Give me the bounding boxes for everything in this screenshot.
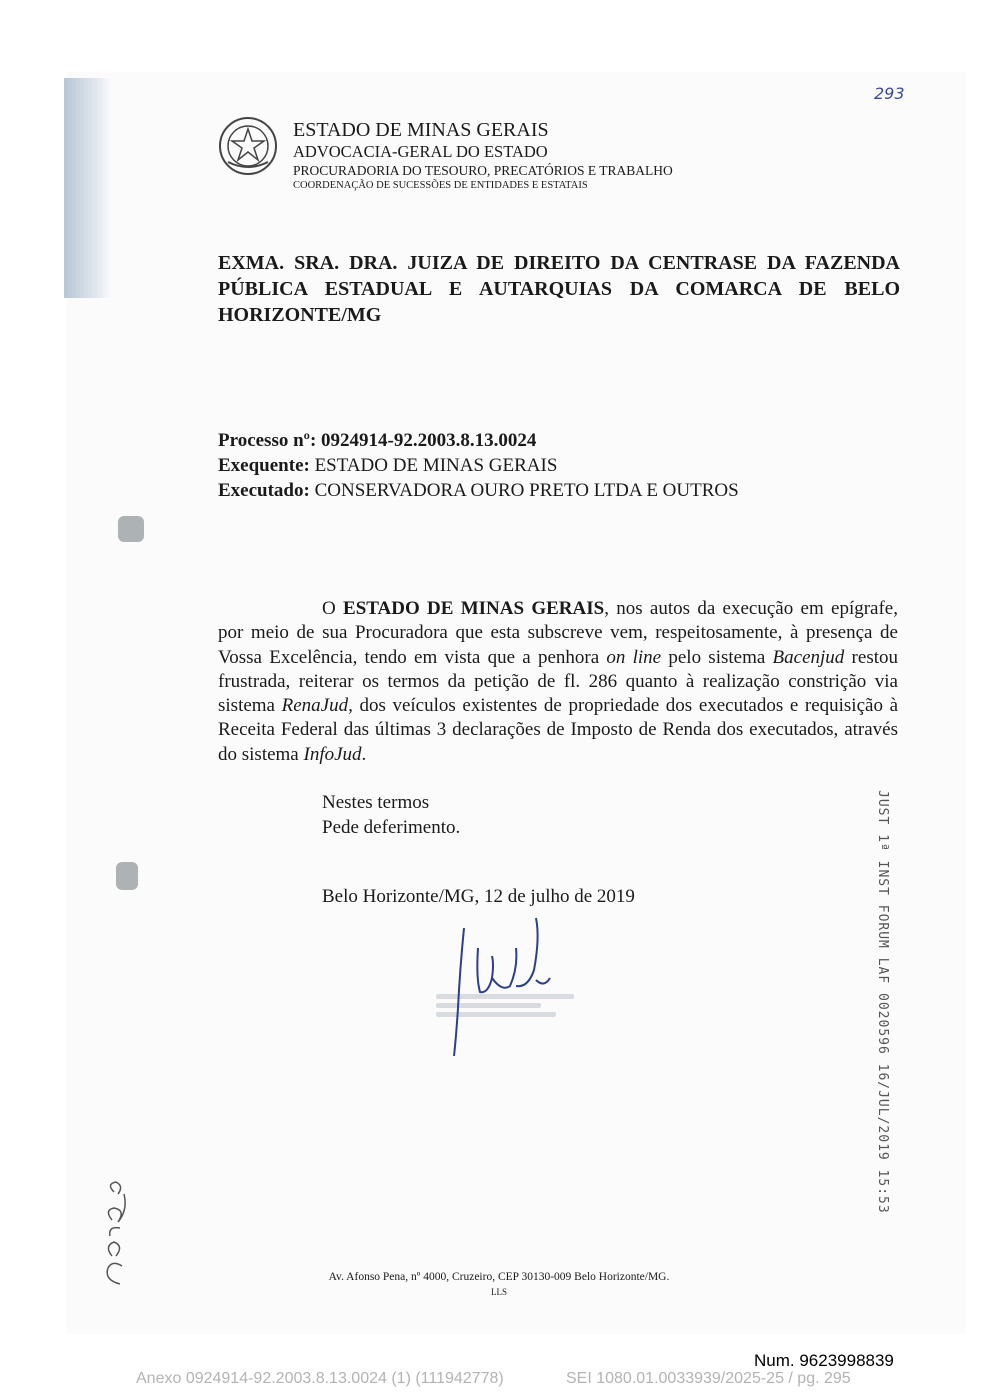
closing-line: Nestes termos <box>322 792 430 813</box>
body-text: restou frustrada, reiterar os termos da petição de fl. 286 quanto à realização constrição via sistema <box>218 646 898 717</box>
process-number: 0924914-92.2003.8.13.0024 <box>321 430 537 451</box>
sei-reference: SEI 1080.01.0033939/2025-25 / pg. 295 <box>566 1370 851 1387</box>
case-info <box>218 428 739 503</box>
handwritten-signature <box>432 908 592 1058</box>
petition-body <box>218 597 898 767</box>
closing-line: Pede deferimento. <box>322 817 461 838</box>
punch-hole-mark <box>116 862 138 890</box>
process-label: Processo nº: <box>218 430 317 451</box>
author-initials: LLS <box>490 1287 507 1297</box>
creditor-label: Exequente: <box>218 455 310 476</box>
debtor-label: Executado: <box>218 480 310 501</box>
annex-reference: Anexo 0924914-92.2003.8.13.0024 (1) (111942778) <box>136 1370 504 1387</box>
creditor-name: ESTADO DE MINAS GERAIS <box>314 455 558 476</box>
body-text: O <box>322 598 344 619</box>
scan-edge-mark <box>64 78 112 298</box>
header-state: ESTADO DE MINAS GERAIS <box>293 119 549 141</box>
body-party: ESTADO DE MINAS GERAIS <box>343 598 605 619</box>
creditor-line <box>218 453 739 478</box>
place-date: Belo Horizonte/MG, 12 de julho de 2019 <box>322 886 635 907</box>
address-line: Av. Afonso Pena, nº 4000, Cruzeiro, CEP 30130-009 Belo Horizonte/MG. <box>328 1271 670 1283</box>
addressee: EXMA. SRA. DRA. JUIZA DE DIREITO DA CENTRASE DA FAZENDA PÚBLICA ESTADUAL E AUTARQUIAS DA COMARCA DE BELO HORIZONTE/MG <box>218 252 900 326</box>
address-footer <box>0 1270 998 1300</box>
header-agency: ADVOCACIA-GERAL DO ESTADO <box>293 142 548 161</box>
protocol-stamp <box>870 790 892 1214</box>
body-text: dos veículos existentes de propriedade dos executados e requisição à Receita Federal das últimas 3 declarações de Imposto de Renda dos executados, através do sistema <box>218 695 898 765</box>
body-text: pelo sistema <box>661 646 773 668</box>
process-line <box>218 428 739 453</box>
state-coat-of-arms-icon <box>218 116 278 176</box>
body-text: . <box>361 743 367 765</box>
document-header <box>293 118 673 193</box>
handwritten-page-number: 293 <box>874 84 905 103</box>
debtor-line <box>218 478 739 503</box>
punch-hole-mark <box>118 516 144 542</box>
header-office: PROCURADORIA DO TESOURO, PRECATÓRIOS E TRABALHO <box>293 163 673 178</box>
document-number: Num. 9623998839 <box>754 1351 894 1370</box>
closing <box>322 790 460 840</box>
header-coordination: COORDENAÇÃO DE SUCESSÕES DE ENTIDADES E ESTATAIS <box>293 180 588 191</box>
body-infojud-term: InfoJud <box>303 743 362 765</box>
body-online-term: on line <box>606 646 662 668</box>
body-bacenjud-term: Bacenjud <box>772 646 845 668</box>
body-renajud-term: RenaJud, <box>281 695 353 717</box>
debtor-name: CONSERVADORA OURO PRETO LTDA E OUTROS <box>314 480 739 501</box>
body-text: , nos autos da execução em epígrafe, por meio de sua Procuradora que esta subscreve vem, respeitosamente, à presença de Vossa Excelência, tendo em vista que a penhora <box>218 598 898 668</box>
protocol-stamp-text: JUST 1ª INST FORUM LAF 0020596 16/JUL/2019 15:53 <box>875 790 890 1214</box>
